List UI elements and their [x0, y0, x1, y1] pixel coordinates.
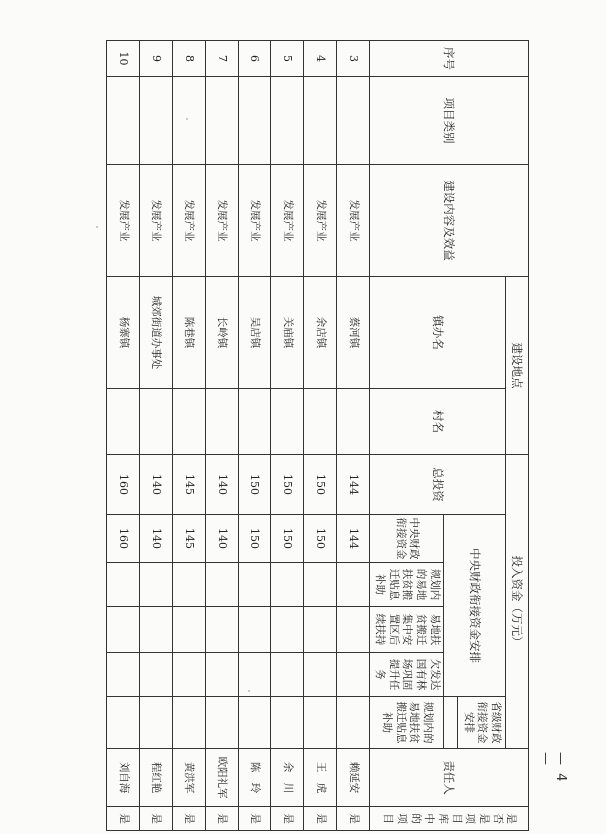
cell-seq: 10	[107, 41, 140, 77]
cell-seq: 8	[172, 41, 205, 77]
cell-content: 发展产业	[205, 165, 238, 277]
page-number: — 4 —	[538, 752, 568, 784]
cell-sub-c	[172, 653, 205, 697]
cell-content: 发展产业	[337, 165, 370, 277]
cell-village	[107, 389, 140, 455]
cell-content: 发展产业	[271, 165, 304, 277]
cell-category	[205, 77, 238, 165]
cell-person: 赖延安	[337, 749, 370, 807]
cell-seq: 3	[337, 41, 370, 77]
cell-total: 140	[205, 455, 238, 515]
cell-sub-a	[139, 563, 172, 607]
cell-total: 150	[271, 455, 304, 515]
cell-sub-a	[238, 563, 271, 607]
cell-sub-c	[107, 653, 140, 697]
cell-village	[304, 389, 337, 455]
cell-person: 余 川	[271, 749, 304, 807]
cell-person: 陈 玲	[238, 749, 271, 807]
cell-category	[139, 77, 172, 165]
header-is-lib: 是否是项目库中的项目	[370, 807, 529, 831]
cell-sub-c	[271, 653, 304, 697]
table-row	[271, 41, 304, 831]
cell-person: 黄洪军	[172, 749, 205, 807]
cell-is-lib: 是	[205, 807, 238, 831]
table-row	[139, 41, 172, 831]
cell-town: 关庙镇	[271, 277, 304, 389]
cell-sub-c	[238, 653, 271, 697]
header-sub-a: 规划内的易地扶贫搬迁贴息补助	[370, 563, 444, 607]
cell-village	[271, 389, 304, 455]
cell-central-fund: 150	[304, 515, 337, 563]
cell-category	[271, 77, 304, 165]
cell-sub-a	[304, 563, 337, 607]
table-row	[205, 41, 238, 831]
cell-content: 发展产业	[304, 165, 337, 277]
header-sub-c: 欠发达国有林场巩固提升任务	[370, 653, 444, 697]
cell-village	[139, 389, 172, 455]
cell-content: 发展产业	[107, 165, 140, 277]
cell-sub-c	[205, 653, 238, 697]
cell-content: 发展产业	[139, 165, 172, 277]
header-provincial-group: 省级财政衔接资金安排	[458, 697, 506, 749]
header-location: 建设地点	[506, 277, 529, 455]
cell-sub-b	[172, 607, 205, 653]
cell-seq: 4	[304, 41, 337, 77]
project-table	[106, 40, 529, 831]
cell-sub-b	[205, 607, 238, 653]
cell-sub-d	[271, 697, 304, 749]
cell-central-fund: 140	[205, 515, 238, 563]
header-category: 项目类别	[370, 77, 529, 165]
cell-sub-d	[139, 697, 172, 749]
cell-sub-a	[107, 563, 140, 607]
scan-speck	[96, 226, 98, 228]
cell-sub-b	[107, 607, 140, 653]
cell-sub-b	[139, 607, 172, 653]
header-content: 建设内容及效益	[370, 165, 529, 277]
cell-sub-a	[172, 563, 205, 607]
cell-town: 城郊街道办事处	[139, 277, 172, 389]
cell-town: 吴店镇	[238, 277, 271, 389]
cell-is-lib: 是	[172, 807, 205, 831]
header-total: 总投资	[370, 455, 506, 515]
table-row	[238, 41, 271, 831]
cell-total: 144	[337, 455, 370, 515]
table-row	[107, 41, 140, 831]
cell-category	[172, 77, 205, 165]
header-seq: 序号	[370, 41, 529, 77]
cell-category	[337, 77, 370, 165]
cell-is-lib: 是	[304, 807, 337, 831]
cell-sub-a	[271, 563, 304, 607]
cell-village	[337, 389, 370, 455]
cell-sub-b	[238, 607, 271, 653]
cell-sub-d	[304, 697, 337, 749]
cell-person: 欧阳礼军	[205, 749, 238, 807]
cell-is-lib: 是	[271, 807, 304, 831]
cell-category	[304, 77, 337, 165]
cell-central-fund: 160	[107, 515, 140, 563]
cell-person: 刘自海	[107, 749, 140, 807]
cell-town: 蔡河镇	[337, 277, 370, 389]
cell-town: 杨寨镇	[107, 277, 140, 389]
cell-sub-b	[304, 607, 337, 653]
cell-town: 长岭镇	[205, 277, 238, 389]
table-row	[337, 41, 370, 831]
cell-central-fund: 150	[271, 515, 304, 563]
cell-total: 150	[238, 455, 271, 515]
header-central-fund: 中央财政衔接资金	[370, 515, 444, 563]
cell-sub-d	[337, 697, 370, 749]
cell-seq: 9	[139, 41, 172, 77]
cell-content: 发展产业	[172, 165, 205, 277]
rotated-table-wrapper	[106, 40, 529, 830]
cell-total: 140	[139, 455, 172, 515]
cell-central-fund: 150	[238, 515, 271, 563]
cell-is-lib: 是	[337, 807, 370, 831]
cell-total: 160	[107, 455, 140, 515]
cell-sub-b	[337, 607, 370, 653]
cell-category	[107, 77, 140, 165]
header-person: 责任人	[370, 749, 529, 807]
header-investment: 投入资金（万元）	[506, 455, 529, 749]
cell-central-fund: 144	[337, 515, 370, 563]
table-row	[172, 41, 205, 831]
cell-sub-c	[304, 653, 337, 697]
header-village: 村名	[370, 389, 506, 455]
cell-sub-b	[271, 607, 304, 653]
cell-central-fund: 145	[172, 515, 205, 563]
cell-town: 余店镇	[304, 277, 337, 389]
header-central-group: 中央财政衔接资金安排	[444, 515, 506, 697]
cell-sub-a	[205, 563, 238, 607]
cell-content: 发展产业	[238, 165, 271, 277]
cell-seq: 7	[205, 41, 238, 77]
cell-seq: 5	[271, 41, 304, 77]
cell-village	[205, 389, 238, 455]
table-row	[304, 41, 337, 831]
cell-sub-d	[205, 697, 238, 749]
cell-total: 145	[172, 455, 205, 515]
cell-category	[238, 77, 271, 165]
cell-town: 陈巷镇	[172, 277, 205, 389]
header-town: 镇办名	[370, 277, 506, 389]
cell-village	[172, 389, 205, 455]
header-sub-b: 易地扶贫搬迁集中安置区后续扶持	[370, 607, 444, 653]
cell-is-lib: 是	[107, 807, 140, 831]
header-sub-d: 规划内的易地扶贫搬迁贴息补助	[370, 697, 444, 749]
cell-person: 程红艳	[139, 749, 172, 807]
cell-seq: 6	[238, 41, 271, 77]
cell-is-lib: 是	[139, 807, 172, 831]
cell-sub-a	[337, 563, 370, 607]
cell-total: 150	[304, 455, 337, 515]
cell-is-lib: 是	[238, 807, 271, 831]
cell-sub-d	[107, 697, 140, 749]
cell-sub-c	[337, 653, 370, 697]
cell-village	[238, 389, 271, 455]
cell-sub-d	[238, 697, 271, 749]
cell-sub-c	[139, 653, 172, 697]
cell-central-fund: 140	[139, 515, 172, 563]
cell-person: 王 虎	[304, 749, 337, 807]
cell-sub-d	[172, 697, 205, 749]
